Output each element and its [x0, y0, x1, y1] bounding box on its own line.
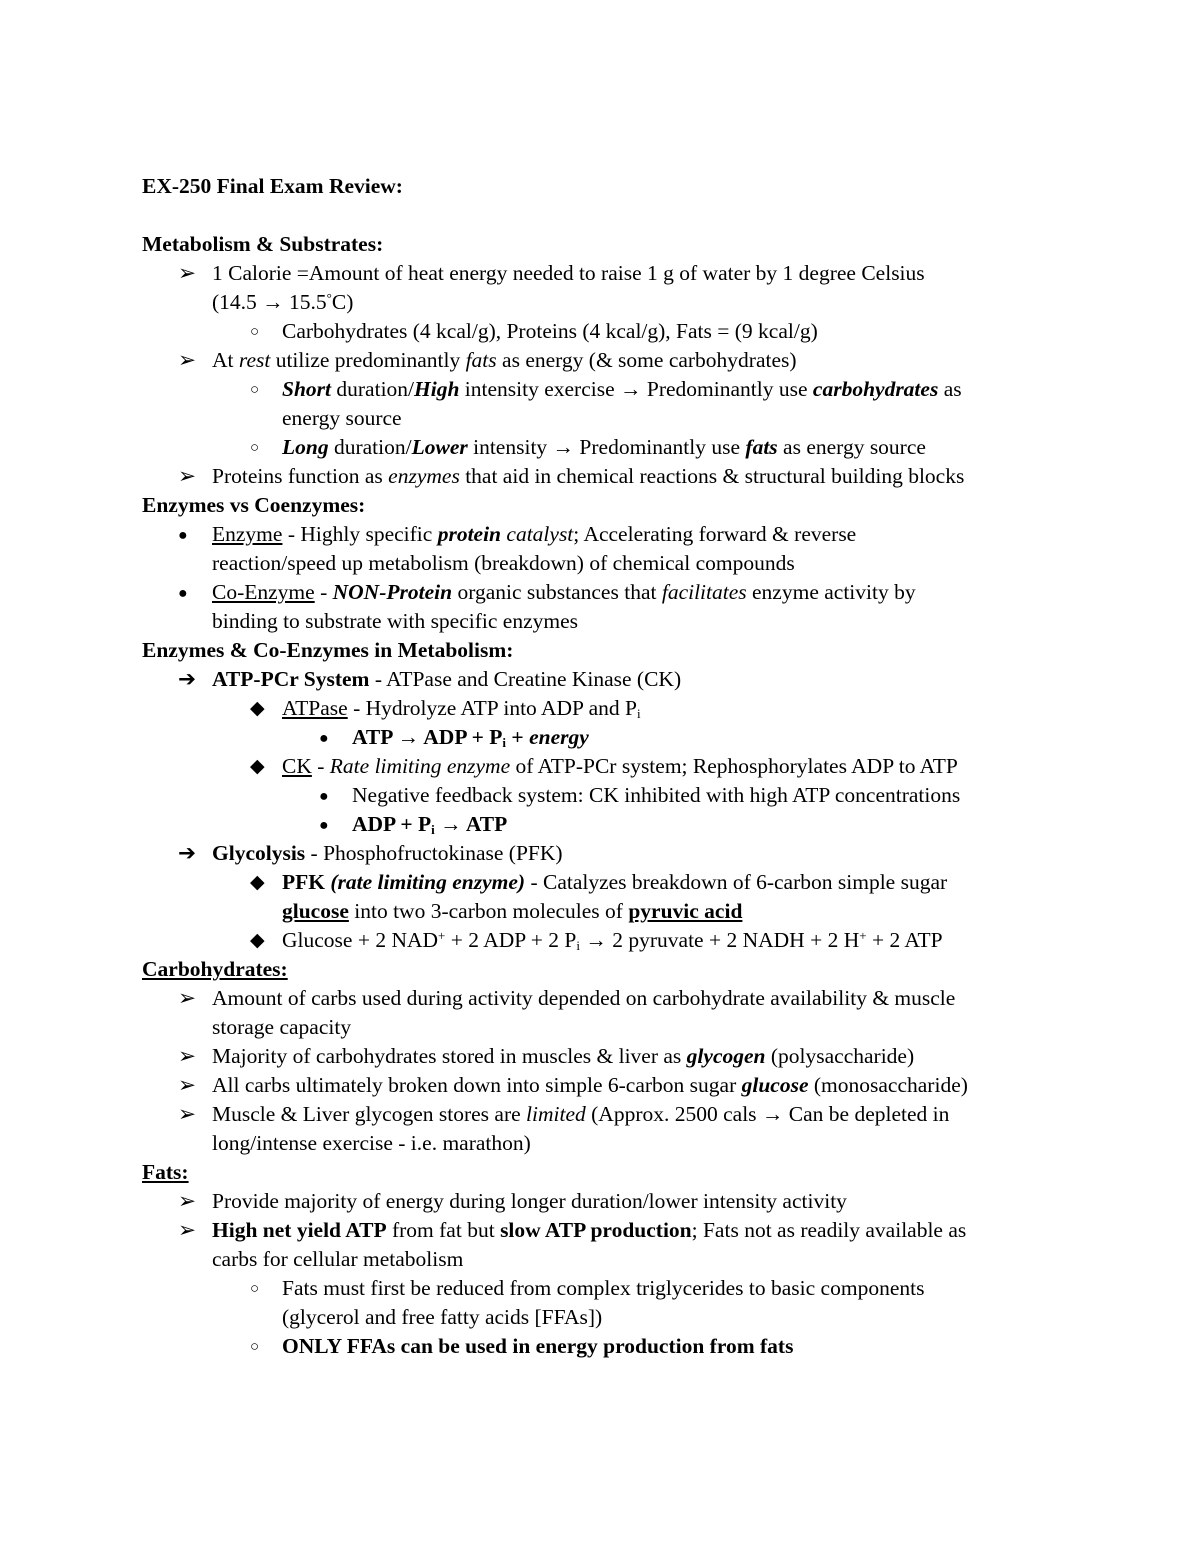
list-item: ➢ All carbs ultimately broken down into simple 6-carbon sugar glucose (monosaccharide)	[142, 1071, 1052, 1100]
dot-bullet-icon: ●	[319, 788, 329, 805]
arrowhead-bullet-icon: ➢	[178, 348, 197, 372]
list-item: ➢ Muscle & Liver glycogen stores are limited (Approx. 2500 cals → Can be depleted in	[142, 1100, 1052, 1129]
diamond-bullet-icon: ◆	[250, 872, 265, 893]
list-item: ○ Carbohydrates (4 kcal/g), Proteins (4 kcal/g), Fats = (9 kcal/g)	[142, 317, 1052, 346]
circle-bullet-icon: ○	[250, 440, 260, 456]
list-item-continuation: (glycerol and free fatty acids [FFAs])	[282, 1305, 603, 1329]
list-item: ◆ PFK (rate limiting enzyme) - Catalyzes breakdown of 6-carbon simple sugar	[142, 868, 1052, 897]
list-item-continuation: binding to substrate with specific enzymes	[212, 609, 579, 633]
section-heading-fats: Fats:	[142, 1160, 189, 1184]
diamond-bullet-icon: ◆	[250, 930, 265, 951]
list-item: ● Co-Enzyme - NON-Protein organic substances that facilitates enzyme activity by	[142, 578, 1052, 607]
arrow-bullet-icon: ➔	[178, 841, 197, 865]
arrowhead-bullet-icon: ➢	[178, 1218, 197, 1242]
dot-bullet-icon: ●	[178, 527, 188, 544]
list-item: ● Negative feedback system: CK inhibited with high ATP concentrations	[142, 781, 1052, 810]
list-item: ○ ONLY FFAs can be used in energy production from fats	[142, 1332, 1052, 1361]
dot-bullet-icon: ●	[319, 817, 329, 834]
list-item: ➢ Proteins function as enzymes that aid in chemical reactions & structural building blocks	[142, 462, 1052, 491]
diamond-bullet-icon: ◆	[250, 756, 265, 777]
arrowhead-bullet-icon: ➢	[178, 261, 197, 285]
document-body	[142, 172, 1052, 1361]
list-item-continuation: storage capacity	[212, 1015, 352, 1039]
list-item: ◆ Glucose + 2 NAD+ + 2 ADP + 2 $P_i \to 2$ pyruvate + 2 NADH + 2 H+ + 2 ATP	[250, 928, 943, 953]
list-item-continuation: carbs for cellular metabolism	[212, 1247, 464, 1271]
dot-bullet-icon: ●	[319, 730, 329, 747]
list-item: ➢ High net yield ATP from fat but slow ATP production; Fats not as readily available as	[142, 1216, 1052, 1245]
list-item: ● ATP → ADP + $P_i$ + energy	[142, 723, 1052, 752]
list-item-continuation: reaction/speed up metabolism (breakdown) of chemical compounds	[212, 551, 795, 575]
arrow-bullet-icon: ➔	[178, 667, 197, 691]
arrowhead-bullet-icon: ➢	[178, 1102, 197, 1126]
circle-bullet-icon: ○	[250, 1339, 260, 1355]
list-item: ➢ Majority of carbohydrates stored in muscles & liver as glycogen (polysaccharide)	[142, 1042, 1052, 1071]
document-title: EX-250 Final Exam Review:	[142, 174, 403, 198]
list-item: ➢ Amount of carbs used during activity depended on carbohydrate availability & muscle	[142, 984, 1052, 1013]
list-item: ◆ ATPase - Hydrolyze ATP into ADP and $P_i$	[250, 696, 641, 721]
arrowhead-bullet-icon: ➢	[178, 1073, 197, 1097]
list-item: ● Enzyme - Highly specific protein catalyst; Accelerating forward & reverse	[142, 520, 1052, 549]
circle-bullet-icon: ○	[250, 1281, 260, 1297]
circle-bullet-icon: ○	[250, 382, 260, 398]
list-item: ● ADP + $P_i$ → ATP	[142, 810, 1052, 839]
diamond-bullet-icon: ◆	[250, 698, 265, 719]
section-heading-enzymes-metabolism: Enzymes & Co-Enzymes in Metabolism:	[142, 638, 514, 662]
section-heading-metabolism: Metabolism & Substrates:	[142, 232, 384, 256]
list-item: ➔ Glycolysis - Phosphofructokinase (PFK)	[142, 839, 1052, 868]
list-item: ➢ Provide majority of energy during longer duration/lower intensity activity	[142, 1187, 1052, 1216]
section-heading-carbohydrates: Carbohydrates:	[142, 957, 288, 981]
list-item-continuation: energy source	[282, 406, 402, 430]
section-heading-enzymes: Enzymes vs Coenzymes:	[142, 493, 366, 517]
list-item: ➔ ATP-PCr System - ATPase and Creatine Kinase (CK)	[142, 665, 1052, 694]
arrowhead-bullet-icon: ➢	[178, 1044, 197, 1068]
arrowhead-bullet-icon: ➢	[178, 1189, 197, 1213]
list-item-continuation: glucose into two 3-carbon molecules of pyruvic acid	[282, 899, 743, 923]
list-item: ○ Fats must first be reduced from complex triglycerides to basic components	[142, 1274, 1052, 1303]
list-item-continuation: long/intense exercise - i.e. marathon)	[212, 1131, 531, 1155]
list-item: ○ Short duration/High intensity exercise → Predominantly use carbohydrates as	[142, 375, 1052, 404]
list-item-continuation: (14.5 → 15.5°C)	[212, 290, 354, 314]
list-item: ◆ CK - Rate limiting enzyme of ATP-PCr system; Rephosphorylates ADP to ATP	[142, 752, 1052, 781]
list-item: ➢ 1 Calorie =Amount of heat energy needed to raise 1 g of water by 1 degree Celsius	[142, 259, 1052, 288]
list-item: ○ Long duration/Lower intensity → Predominantly use fats as energy source	[142, 433, 1052, 462]
arrowhead-bullet-icon: ➢	[178, 986, 197, 1010]
dot-bullet-icon: ●	[178, 585, 188, 602]
arrowhead-bullet-icon: ➢	[178, 464, 197, 488]
list-item: ➢ At rest utilize predominantly fats as energy (& some carbohydrates)	[142, 346, 1052, 375]
circle-bullet-icon: ○	[250, 324, 260, 340]
